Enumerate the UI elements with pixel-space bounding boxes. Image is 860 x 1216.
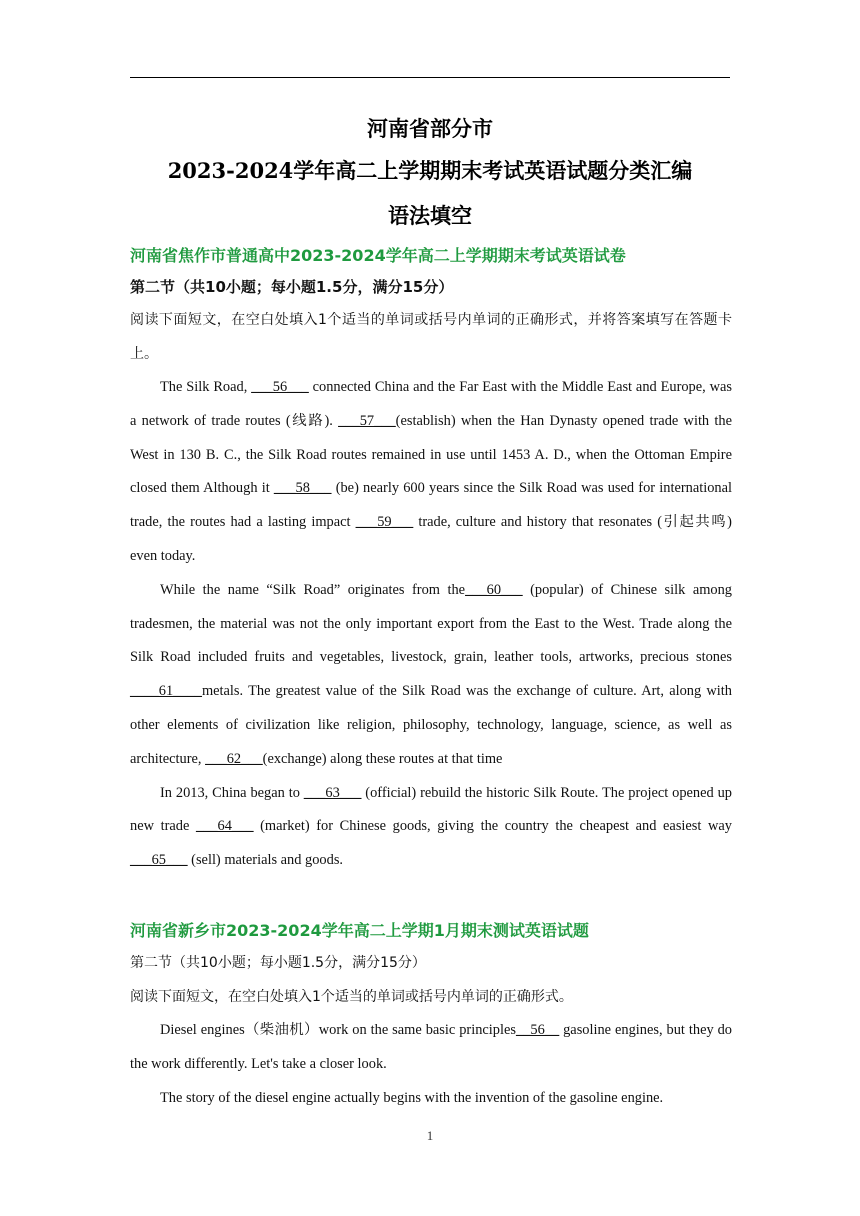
passage-1-paragraph-3 xyxy=(130,777,732,878)
page-number: 1 xyxy=(426,1128,434,1143)
blank-63: ___63___ xyxy=(303,784,362,801)
passage-1-paragraph-2 xyxy=(130,574,732,777)
title-line-1: 河南省部分市 xyxy=(367,116,493,141)
text-run: (sell) materials and goods. xyxy=(187,852,344,869)
section-1-subtitle: 第二节（共10小题；每小题1.5分，满分15分） xyxy=(130,278,454,296)
text-run: (be) nearly 600 years since the Silk Road was used for international trade, the routes had a lasting impact xyxy=(130,480,732,531)
text-run: (market) for Chinese goods, giving the country the cheapest and easiest way xyxy=(253,818,732,835)
text-run: connected China and the Far East with the Middle East and Europe, was a network of trade routes (线路). xyxy=(130,379,732,429)
text-run: (exchange) along these routes at that time xyxy=(262,750,503,767)
section-2-subtitle: 第二节（共10小题；每小题1.5分，满分15分） xyxy=(130,954,426,971)
title-line-2: 2023-2024学年高二上学期期末考试英语试题分类汇编 xyxy=(167,158,693,183)
text-run: (popular) of Chinese silk among tradesmen, the material was not the only important export from the East to the West. Trade along the Silk Road included fruits and vegetables, livestock, grain, leather tools, artworks, precious stones xyxy=(130,581,732,666)
text-run: Diesel engines（柴油机）work on the same basic principles xyxy=(160,1021,516,1038)
blank-64: ___64___ xyxy=(195,818,254,835)
passage-2-paragraph-1 xyxy=(130,1014,732,1082)
header-rule xyxy=(130,77,730,78)
blank-62: ___62___ xyxy=(205,750,263,767)
blank-65: ___65___ xyxy=(130,852,188,869)
text-run: The Silk Road, xyxy=(160,379,252,395)
document-body xyxy=(130,241,732,1115)
text-run: (establish) when the Han Dynasty opened trade with the West in 130 B. C., the Silk Road routes remained in use until 1453 A. D., when the Ottoman Empire closed them Although it xyxy=(130,412,732,497)
text-run: trade, culture and history that resonates (引起共鸣) even today. xyxy=(130,514,732,564)
blank-56: __56__ xyxy=(515,1021,560,1038)
blank-60: ___60___ xyxy=(465,581,523,598)
text-run: (official) rebuild the historic Silk Route. The project opened up new trade xyxy=(130,784,732,835)
blank-56: ___56___ xyxy=(251,379,309,395)
text-run: metals. The greatest value of the Silk Road was the exchange of culture. Art, along with other elements of civilization like religion, philosophy, technology, language, science, as well as architecture, xyxy=(130,683,732,767)
blank-58: ___58___ xyxy=(273,480,332,497)
section-2-instruction: 阅读下面短文，在空白处填入1个适当的单词或括号内单词的正确形式。 xyxy=(130,988,573,1005)
text-run: gasoline engines, but they do the work differently. Let's take a closer look. xyxy=(130,1021,732,1072)
title-line-3: 语法填空 xyxy=(388,203,472,228)
passage-2-paragraph-2 xyxy=(130,1082,732,1116)
blank-61: ____61____ xyxy=(130,683,202,700)
passage-1-paragraph-1 xyxy=(130,371,732,574)
section-1-title: 河南省焦作市普通高中2023-2024学年高二上学期期末考试英语试卷 xyxy=(130,246,626,265)
text-run: The story of the diesel engine actually begins with the invention of the gasoline engine. xyxy=(160,1089,664,1106)
blank-57: ___57___ xyxy=(338,412,396,429)
text-run: In 2013, China began to xyxy=(160,784,304,801)
section-1-instruction: 阅读下面短文，在空白处填入1个适当的单词或括号内单词的正确形式，并将答案填写在答题卡上。 xyxy=(130,312,732,362)
blank-59: ___59___ xyxy=(355,514,414,531)
section-2-title: 河南省新乡市2023-2024学年高二上学期1月期末测试英语试题 xyxy=(130,920,589,940)
text-run: While the name “Silk Road” originates from the xyxy=(160,581,466,598)
